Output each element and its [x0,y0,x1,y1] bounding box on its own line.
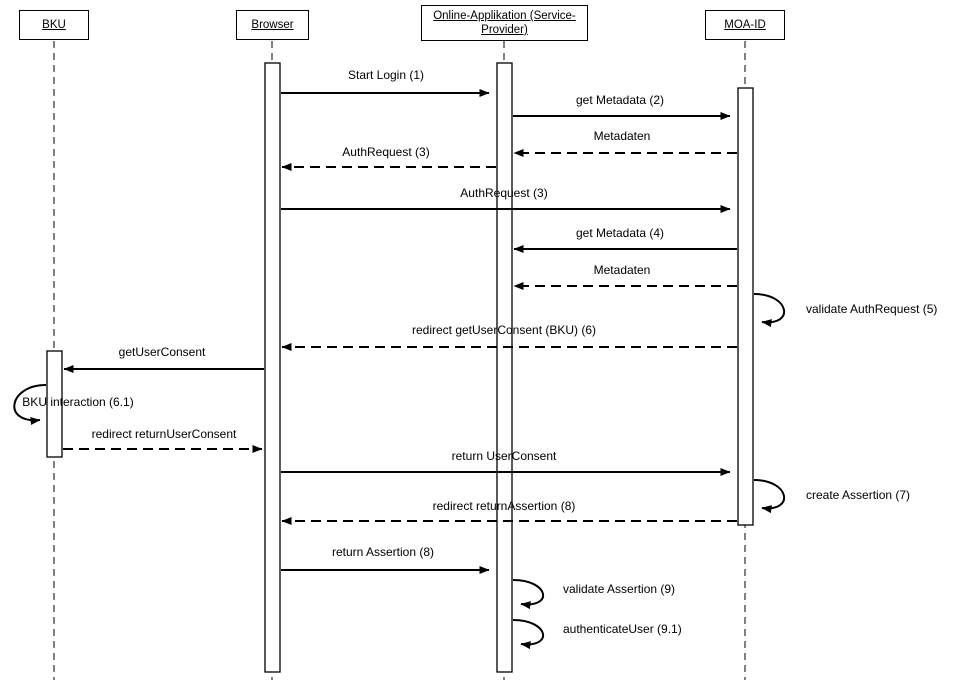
message-label-metadaten-1: Metadaten [593,129,651,143]
activation-moaid [738,88,753,525]
message-label-authenticateuser: authenticateUser (9.1) [563,622,682,636]
message-self-authenticateuser [513,620,543,644]
message-self-validate-assertion [513,580,543,604]
lifeline-head-bku[interactable] [19,10,89,40]
lifeline-label-online-applikation: Online-Applikation (Service-Provider) [433,9,576,36]
message-label-validate-authrequest: validate AuthRequest (5) [806,302,938,316]
activation-sp [497,63,512,672]
lifeline-head-browser[interactable] [236,10,309,40]
message-label-create-assertion: create Assertion (7) [806,488,911,502]
lifeline-head-online-applikation[interactable] [421,5,588,41]
lifeline-label-browser: Browser [251,18,294,31]
message-label-get-metadata-2: get Metadata (2) [575,93,665,107]
message-label-getuserconsent: getUserConsent [118,345,206,359]
message-label-redirect-getuserconsent: redirect getUserConsent (BKU) (6) [411,323,597,337]
lifeline-head-moaid[interactable] [705,10,785,40]
message-label-metadaten-2: Metadaten [593,263,651,277]
message-label-return-userconsent: return UserConsent [451,449,557,463]
lifeline-label-moaid: MOA-ID [724,18,766,31]
message-label-authrequest-3-to-moaid: AuthRequest (3) [460,186,548,200]
message-label-authrequest-3-to-browser: AuthRequest (3) [342,145,430,159]
message-label-start-login: Start Login (1) [347,68,425,82]
message-label-redirect-returnuserconsent: redirect returnUserConsent [91,427,237,441]
message-label-return-assertion: return Assertion (8) [331,545,435,559]
message-self-create-assertion [754,480,784,508]
message-label-validate-assertion: validate Assertion (9) [563,582,676,596]
messages [14,93,784,644]
message-label-bku-interaction: BKU interaction (6.1) [22,395,134,409]
message-label-get-metadata-4: get Metadata (4) [575,226,665,240]
message-self-validate-authrequest [754,294,784,322]
message-label-redirect-returnassertion: redirect returnAssertion (8) [432,499,576,513]
activation-browser [265,63,280,672]
lifeline-label-bku: BKU [42,18,66,31]
